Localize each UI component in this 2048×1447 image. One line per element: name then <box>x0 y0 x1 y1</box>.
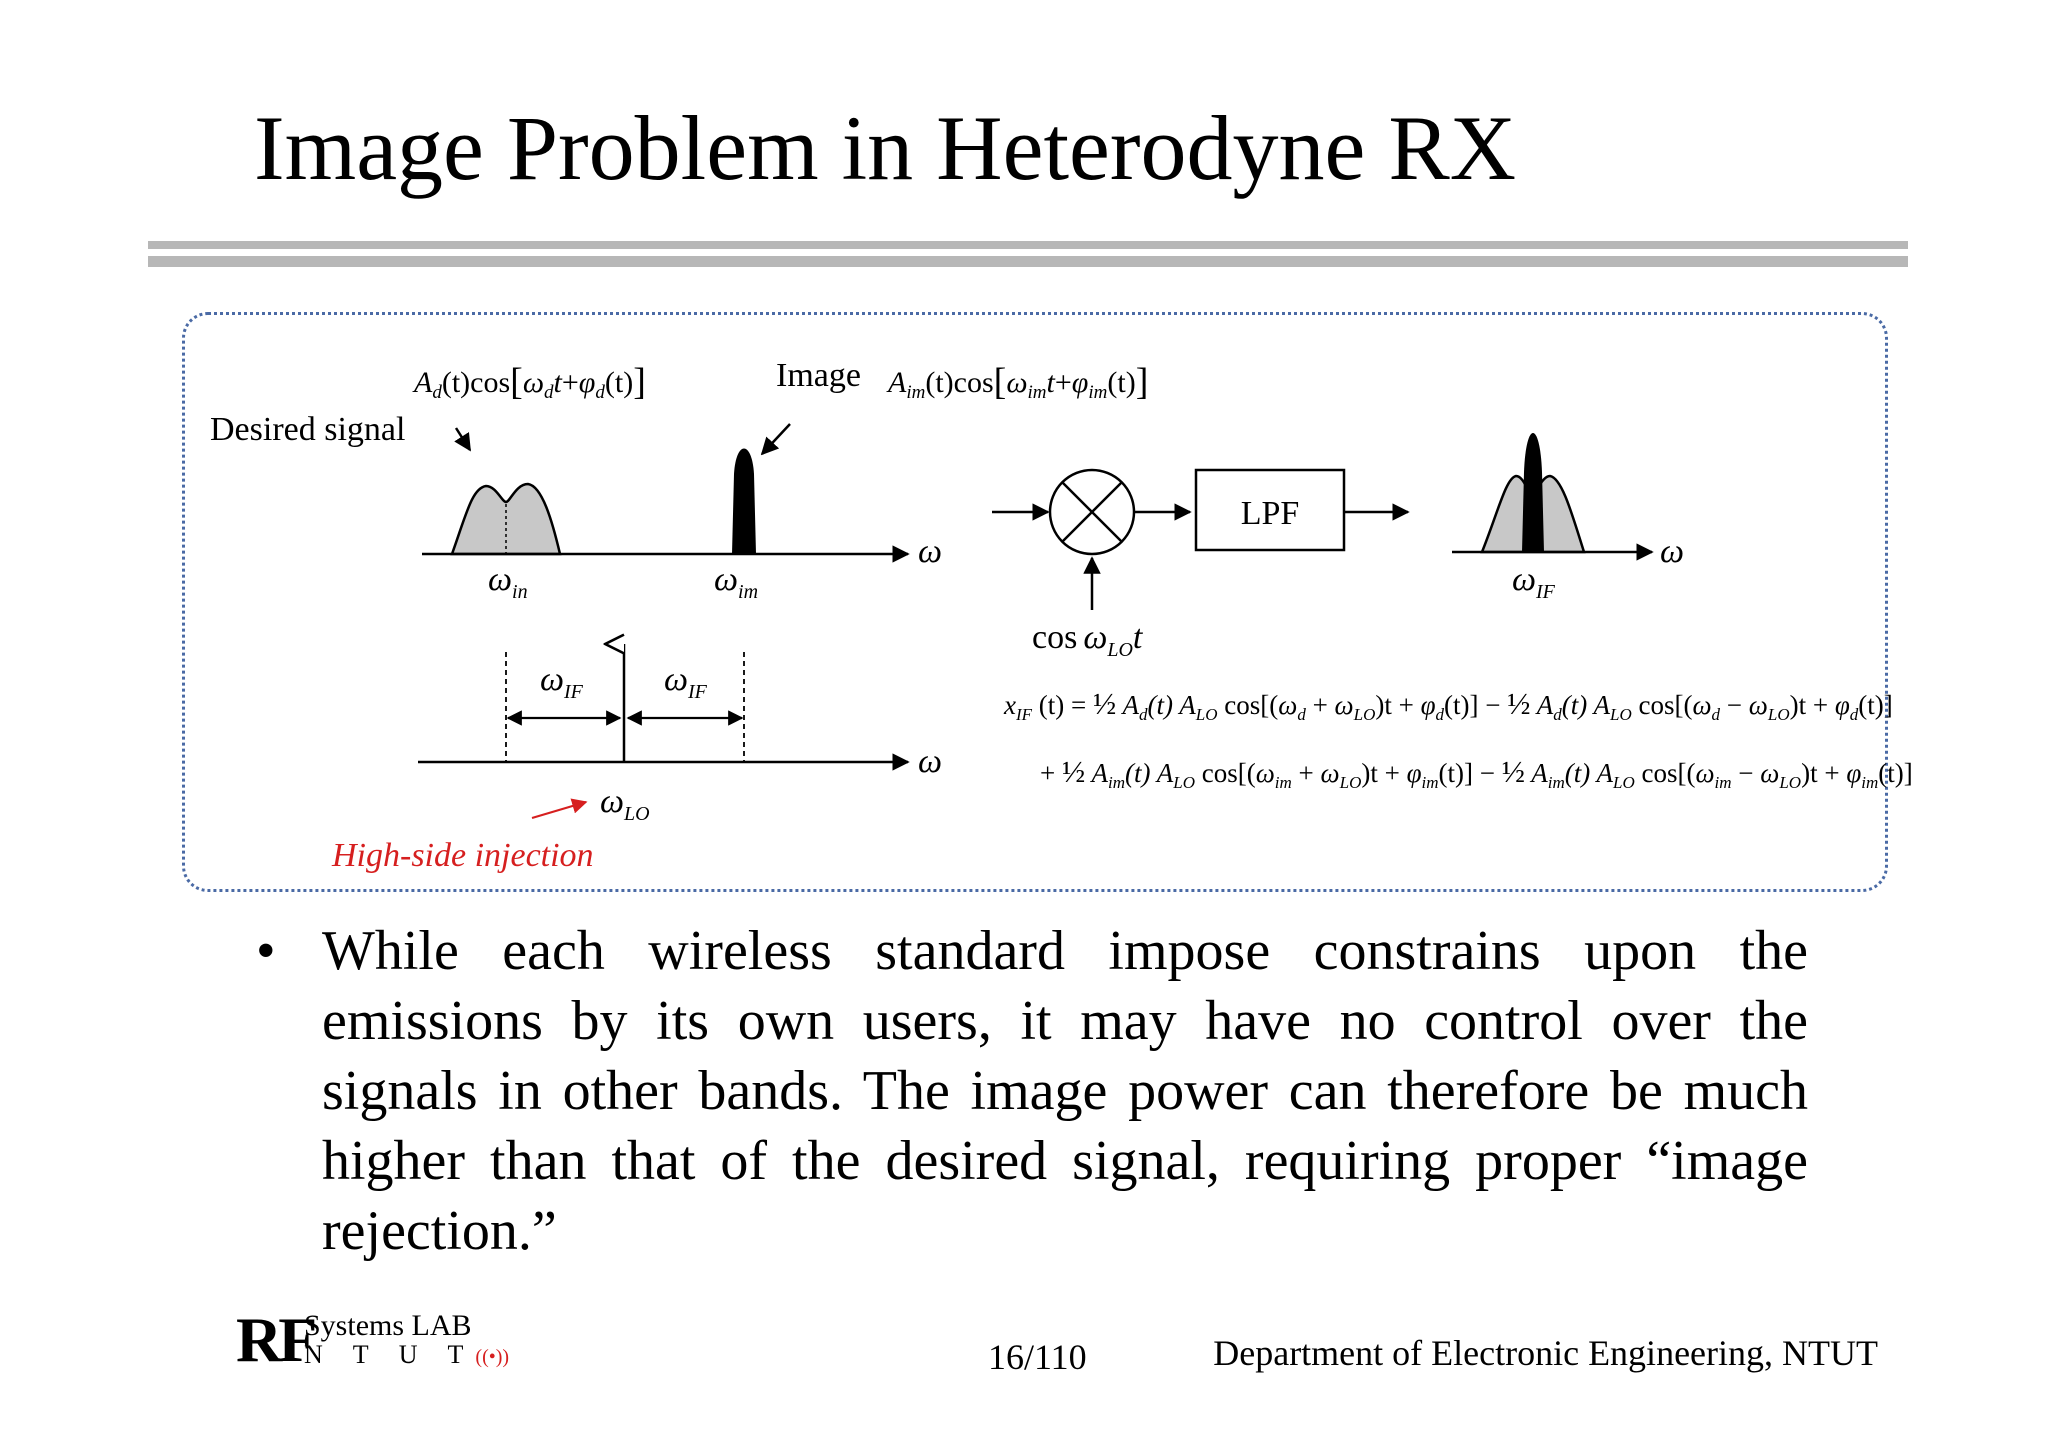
eq-subscript: IF <box>1015 705 1033 724</box>
eq-term: A <box>1116 690 1140 720</box>
desired-signal-pointer <box>456 428 470 450</box>
omega-in-label: $\omega_{in}$ <box>488 561 528 603</box>
eq-subscript: im <box>1274 773 1292 792</box>
if-equation-line-2 <box>1040 754 1913 792</box>
logo-ntut <box>304 1340 509 1372</box>
eq-term: x <box>1004 690 1016 720</box>
desired-signal-label: Desired signal <box>210 411 406 448</box>
eq-term: + <box>1305 690 1335 720</box>
eq-term: (t) A <box>1561 690 1610 720</box>
eq-term: (t) A <box>1125 758 1174 788</box>
image-label: Image <box>776 357 861 394</box>
eq-term: ω <box>1255 758 1275 788</box>
logo-lab-name: Systems LAB <box>304 1309 472 1342</box>
eq-term: (t) = <box>1032 690 1093 720</box>
eq-term: − <box>1720 690 1749 720</box>
omega-lo-label: $\omega_{LO}$ <box>600 783 650 825</box>
eq-subscript: im <box>1861 773 1879 792</box>
eq-subscript: LO <box>1173 773 1195 792</box>
eq-term: )t + <box>1801 758 1847 788</box>
eq-subscript: d <box>1139 705 1148 724</box>
bullet-dot: • <box>256 920 276 982</box>
eq-subscript: d <box>1711 705 1721 724</box>
eq-term: φ <box>1834 690 1850 720</box>
eq-term: A <box>1524 758 1548 788</box>
eq-term: )t + <box>1789 690 1835 720</box>
omega-axis-label-bottom: ω <box>918 743 943 780</box>
eq-term: cos[( <box>1631 690 1693 720</box>
eq-term: A <box>1085 758 1108 788</box>
rf-systems-lab-logo <box>236 1304 510 1375</box>
eq-term: − <box>1731 758 1761 788</box>
slide-title: Image Problem in Heterodyne RX <box>254 97 1517 199</box>
eq-term: ½ <box>1507 686 1531 721</box>
eq-term: (t)] − <box>1444 690 1508 720</box>
eq-term: φ <box>1846 758 1862 788</box>
eq-term: A <box>1530 690 1554 720</box>
omega-im-label: $\omega_{im}$ <box>714 561 759 603</box>
image-spike <box>732 449 756 555</box>
if-image-spike <box>1522 433 1544 552</box>
eq-subscript: LO <box>1767 705 1790 724</box>
eq-term: ω <box>1320 758 1340 788</box>
lo-signal-label: $\cos \omega_{LO}t$ <box>1032 619 1143 661</box>
eq-term: (t)] − <box>1438 758 1502 788</box>
eq-term: + <box>1040 758 1062 788</box>
omega-if-right-label: $\omega_{IF}$ <box>664 661 707 703</box>
image-signal-expression: $A_{im}(t)\cos[\omega_{im}t+\varphi_{im}(t)]$ <box>888 361 1149 403</box>
eq-term: cos[( <box>1194 758 1256 788</box>
eq-term: )t + <box>1375 690 1421 720</box>
omega-axis-label-top: ω <box>918 533 943 570</box>
eq-term: ω <box>1760 758 1780 788</box>
eq-term: ω <box>1692 690 1712 720</box>
page-number: 16/110 <box>988 1337 1087 1377</box>
eq-term: (t) A <box>1564 758 1613 788</box>
eq-subscript: im <box>1547 773 1565 792</box>
eq-subscript: d <box>1297 705 1306 724</box>
logo-ntut-text: N T U T <box>304 1340 476 1369</box>
eq-term: φ <box>1420 690 1436 720</box>
eq-subscript: im <box>1108 773 1125 792</box>
eq-subscript: d <box>1553 705 1562 724</box>
bullet-text: While each wireless standard impose constrains upon the emissions by its own users, it may have no control over the signals in other bands. The image power can therefore be much higher than that of the desired signal, requiring proper “image rejection.” <box>322 920 1808 1262</box>
eq-subscript: LO <box>1339 773 1362 792</box>
eq-term: φ <box>1406 758 1422 788</box>
eq-subscript: im <box>1421 773 1439 792</box>
high-side-injection-label: High-side injection <box>332 837 594 874</box>
eq-subscript: LO <box>1353 705 1376 724</box>
if-equation-line-1 <box>1003 686 1893 724</box>
eq-subscript: LO <box>1612 773 1635 792</box>
eq-subscript: LO <box>1779 773 1802 792</box>
omega-if-left-label: $\omega_{IF}$ <box>540 661 583 703</box>
eq-term: cos[( <box>1634 758 1696 788</box>
eq-term: ½ <box>1061 754 1086 789</box>
eq-term: + <box>1291 758 1321 788</box>
eq-term: ω <box>1695 758 1715 788</box>
eq-subscript: d <box>1435 705 1445 724</box>
eq-term: (t)] <box>1858 690 1893 720</box>
footer-department: Department of Electronic Engineering, NTUT <box>1213 1333 1878 1373</box>
lpf-label: LPF <box>1240 495 1300 532</box>
omega-if-output-label: $\omega_{IF}$ <box>1512 561 1555 603</box>
eq-term: cos[( <box>1217 690 1279 720</box>
bullet-list <box>256 916 1808 1266</box>
eq-subscript: d <box>1849 705 1859 724</box>
logo-wave-icon: ((•)) <box>475 1346 510 1368</box>
image-pointer <box>762 424 790 454</box>
eq-term: ½ <box>1093 686 1117 721</box>
logo-rf-mark: RF <box>236 1304 314 1375</box>
omega-axis-label-output: ω <box>1660 533 1685 570</box>
eq-subscript: im <box>1714 773 1732 792</box>
bullet-item <box>256 916 1808 1266</box>
eq-term: (t) A <box>1147 690 1196 720</box>
desired-signal-expression: $A_d(t)\cos[\omega_dt+\varphi_d(t)]$ <box>414 361 646 403</box>
eq-term: ω <box>1278 690 1298 720</box>
eq-term: ω <box>1748 690 1768 720</box>
eq-term: )t + <box>1361 758 1407 788</box>
eq-subscript: LO <box>1195 705 1218 724</box>
eq-term: (t)] <box>1878 758 1913 788</box>
eq-term: ½ <box>1501 754 1525 789</box>
injection-pointer <box>532 802 586 818</box>
eq-subscript: LO <box>1610 705 1632 724</box>
eq-term: ω <box>1334 690 1354 720</box>
